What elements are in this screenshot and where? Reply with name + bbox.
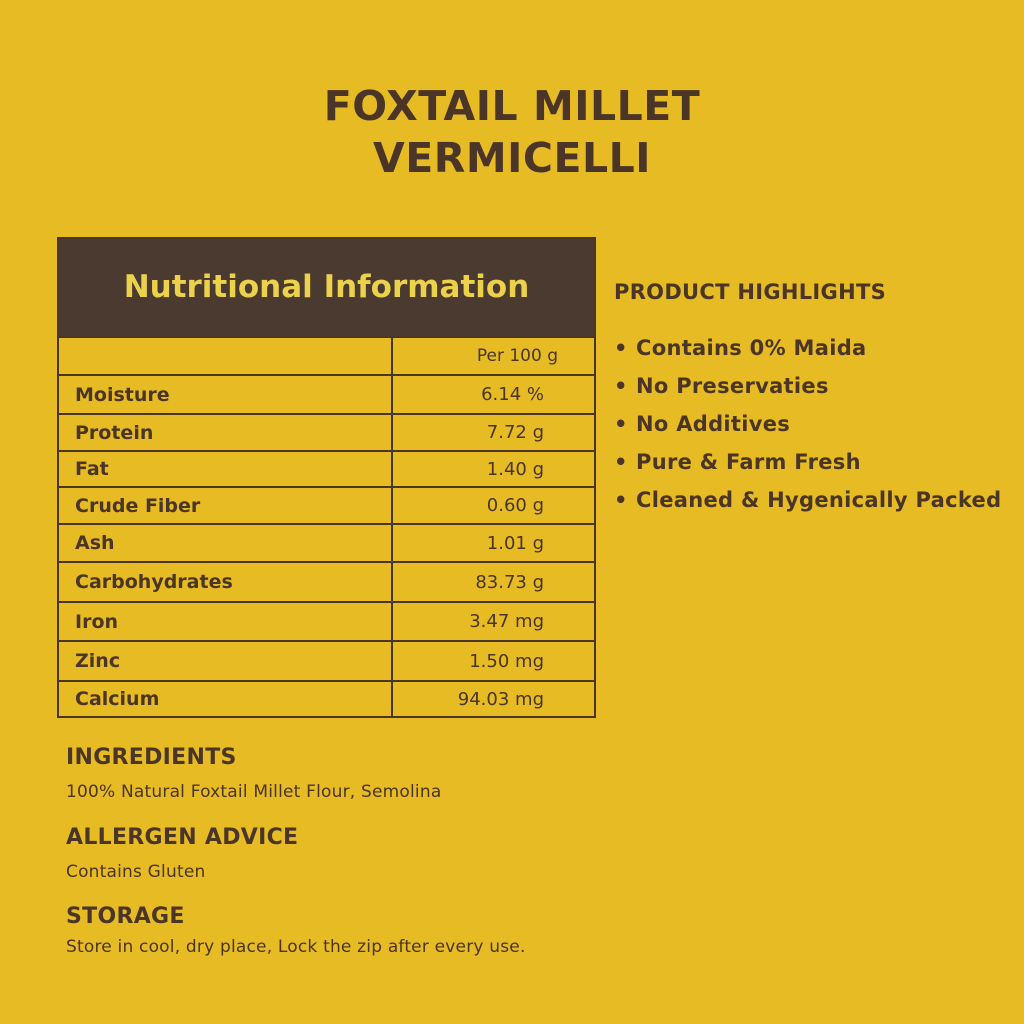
nutrition-table-heading: Nutritional Information: [59, 239, 594, 336]
nutrient-name: Carbohydrates: [59, 563, 393, 601]
bullet-icon: •: [614, 412, 628, 436]
nutrient-name: Crude Fiber: [59, 488, 393, 523]
nutrient-value: 1.01 g: [486, 532, 544, 554]
nutrient-value: 1.40 g: [486, 458, 544, 480]
nutrient-value: 94.03 mg: [457, 688, 544, 710]
nutrient-value: 3.47 mg: [469, 611, 544, 632]
nutrient-value: 7.72 g: [486, 422, 544, 443]
bullet-icon: •: [614, 488, 628, 512]
nutrient-name: Ash: [59, 525, 393, 561]
nutrition-header-empty-cell: [59, 338, 393, 374]
nutrition-table: [57, 237, 596, 718]
list-item: [614, 448, 1014, 476]
nutrient-value: 83.73 g: [475, 571, 544, 593]
bullet-icon: •: [614, 374, 628, 398]
nutrient-name: Protein: [59, 415, 393, 450]
nutrient-name: Calcium: [59, 682, 393, 716]
list-item: [614, 372, 1014, 400]
storage-title: STORAGE: [66, 904, 185, 929]
highlight-text: No Preservaties: [636, 374, 829, 398]
table-row: [59, 640, 594, 680]
table-row: [59, 680, 594, 716]
nutrient-value: 6.14 %: [481, 384, 544, 405]
highlight-text: Cleaned & Hygenically Packed: [636, 488, 1002, 512]
product-highlights-title: PRODUCT HIGHLIGHTS: [614, 280, 887, 304]
list-item: [614, 334, 1014, 362]
product-highlights: [614, 280, 1014, 524]
list-item: [614, 486, 1014, 514]
table-row: [59, 486, 594, 523]
highlight-text: Contains 0% Maida: [636, 336, 867, 360]
storage-text: Store in cool, dry place, Lock the zip after every use.: [66, 937, 526, 957]
table-row: [59, 523, 594, 561]
highlight-text: No Additives: [636, 412, 791, 436]
ingredients-section: [66, 745, 441, 802]
product-title-line1: FOXTAIL MILLET: [323, 82, 701, 130]
product-title: [0, 80, 1024, 184]
bullet-icon: •: [614, 450, 628, 474]
table-row: [59, 601, 594, 640]
storage-section: [66, 904, 526, 957]
nutrient-value: 0.60 g: [486, 495, 544, 516]
nutrient-name: Moisture: [59, 376, 393, 413]
list-item: [614, 410, 1014, 438]
table-row: [59, 374, 594, 413]
bullet-icon: •: [614, 336, 628, 360]
highlight-text: Pure & Farm Fresh: [636, 450, 861, 474]
ingredients-text: 100% Natural Foxtail Millet Flour, Semolina: [66, 782, 442, 802]
product-title-line2: VERMICELLI: [373, 134, 651, 182]
highlights-list: [614, 334, 1014, 514]
table-row: [59, 561, 594, 601]
allergen-section: [66, 825, 298, 882]
nutrient-name: Iron: [59, 603, 393, 640]
nutrient-name: Zinc: [59, 642, 393, 680]
allergen-text: Contains Gluten: [66, 862, 206, 882]
nutrition-table-header-row: [59, 336, 594, 374]
nutrition-per-label: Per 100 g: [476, 346, 558, 366]
table-row: [59, 450, 594, 486]
table-row: [59, 413, 594, 450]
ingredients-title: INGREDIENTS: [66, 745, 237, 770]
nutrient-value: 1.50 mg: [469, 650, 544, 672]
nutrient-name: Fat: [59, 452, 393, 486]
allergen-title: ALLERGEN ADVICE: [66, 825, 299, 850]
